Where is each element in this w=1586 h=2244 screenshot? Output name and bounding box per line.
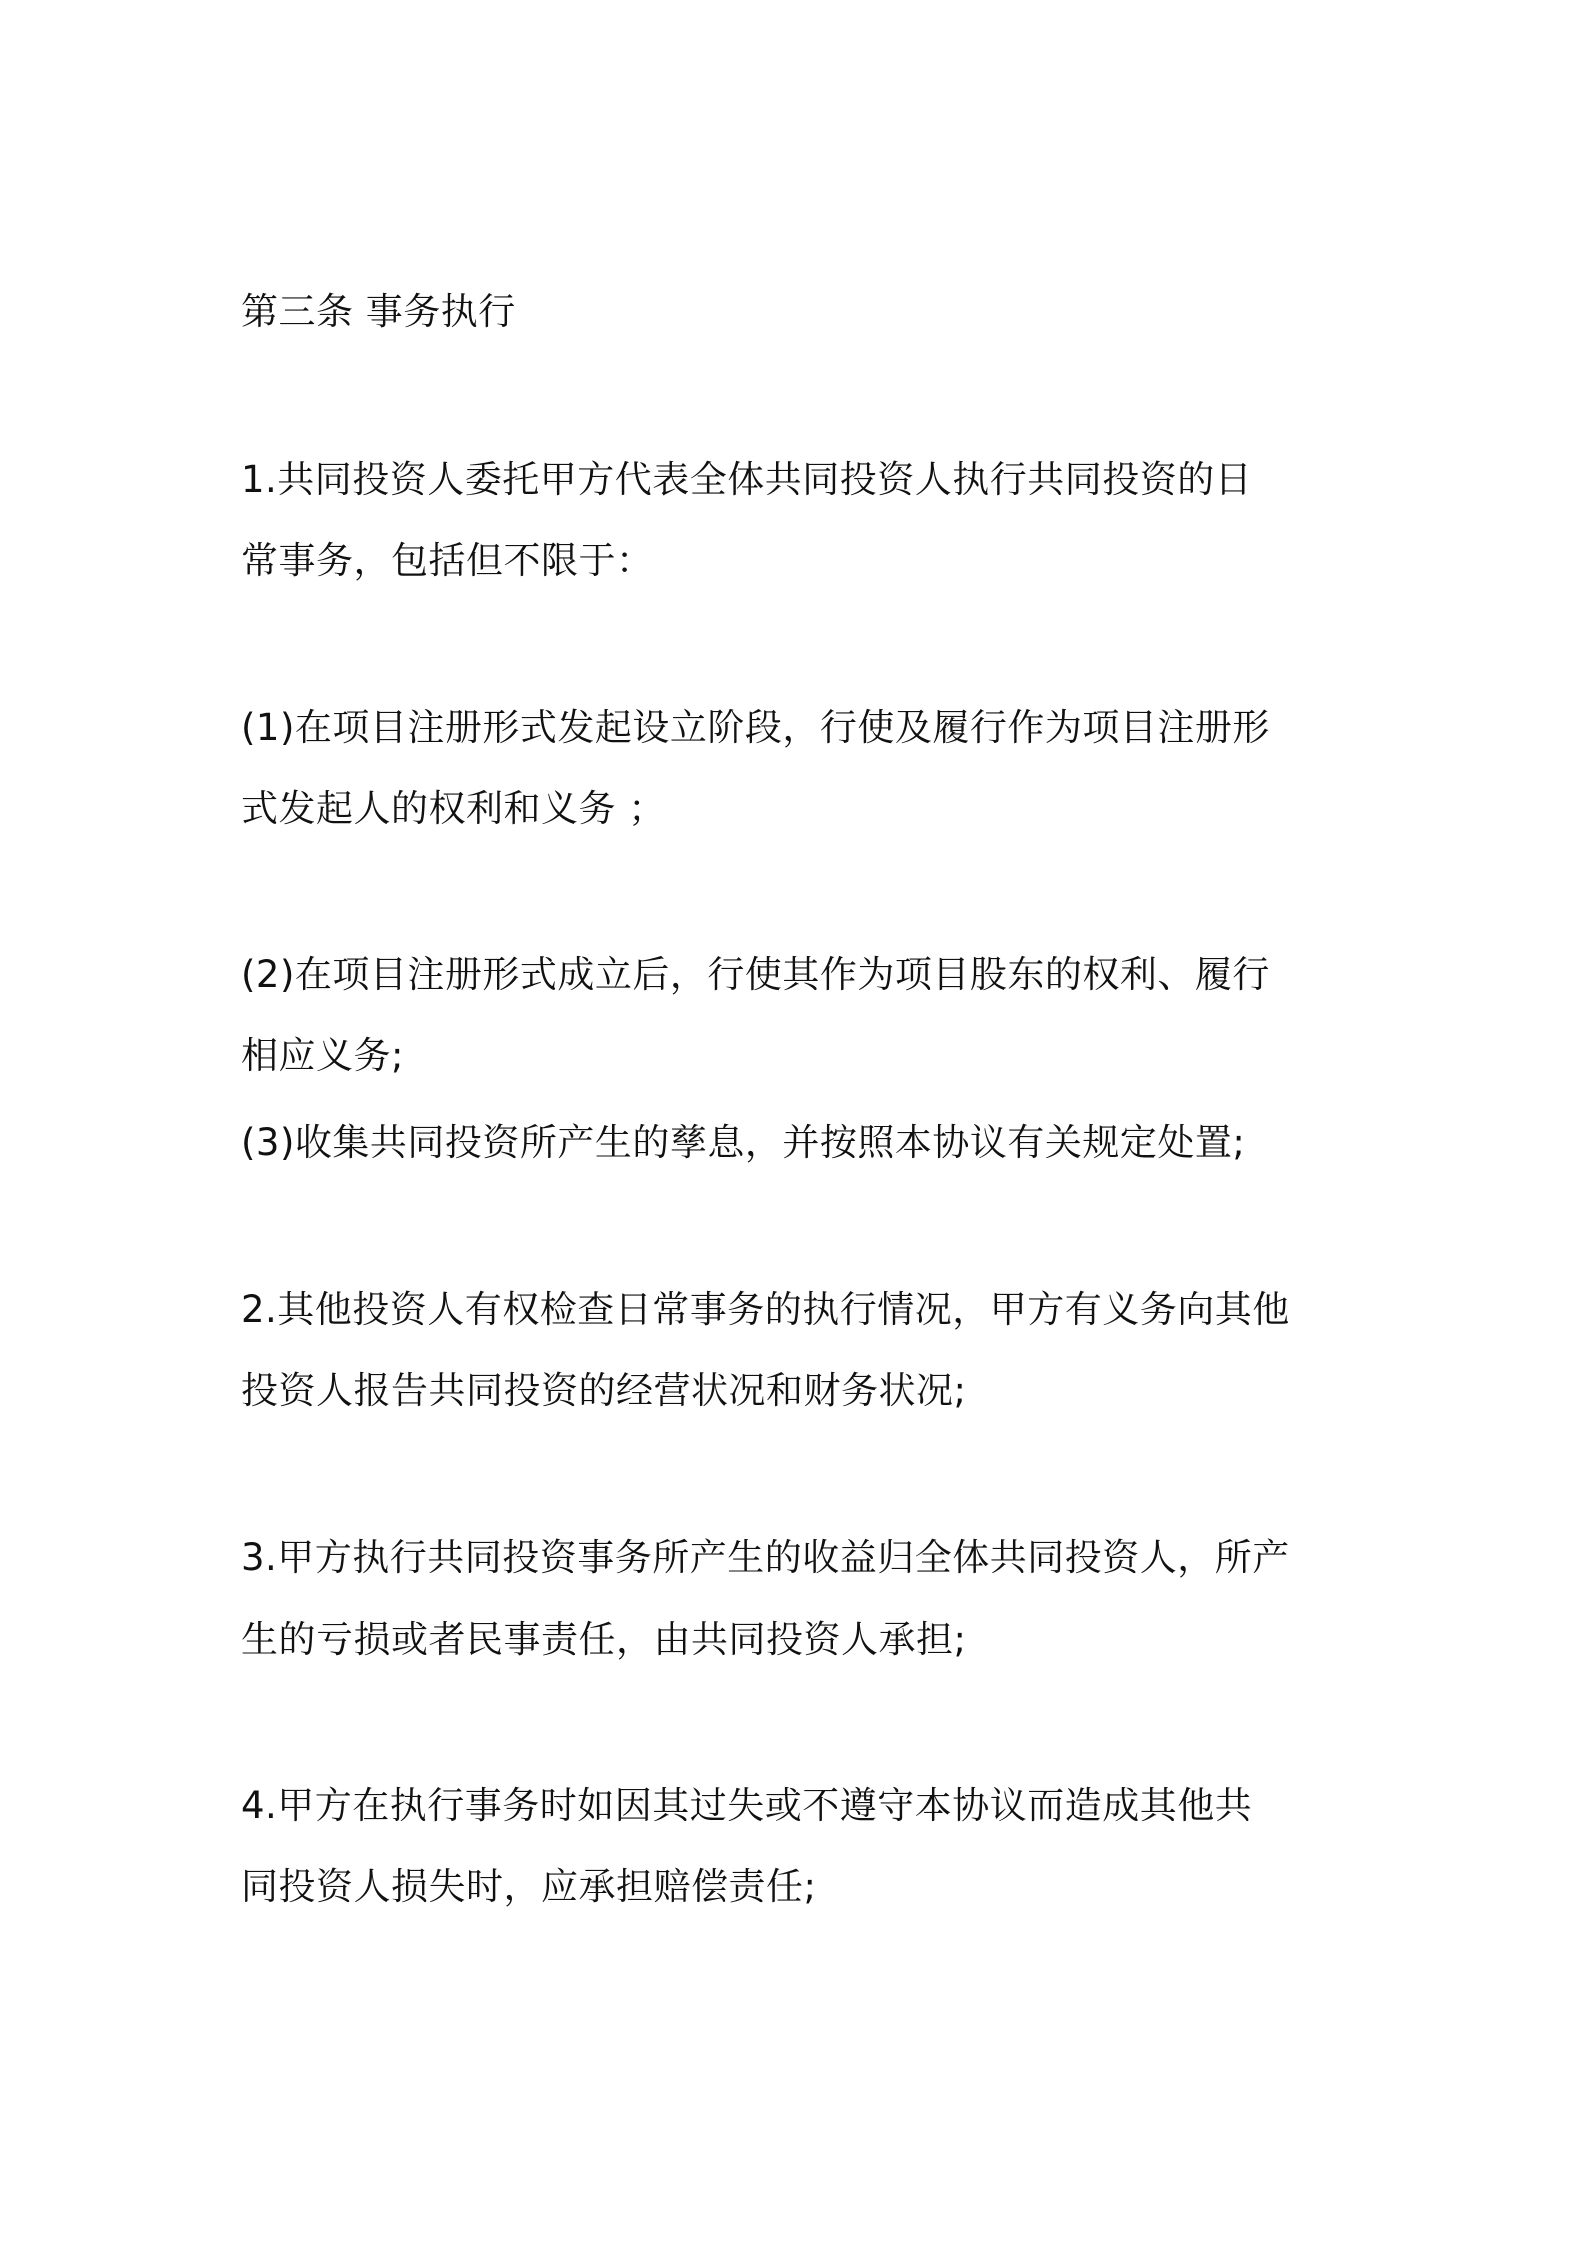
clause-3-line-1: 3.甲方执行共同投资事务所产生的收益归全体共同投资人，所产 xyxy=(241,1536,1290,1579)
item-2-line-1: (2)在项目注册形式成立后，行使其作为项目股东的权利、履行 xyxy=(241,953,1270,996)
item-2-line-2: 相应义务; xyxy=(241,1034,404,1077)
clause-4-line-2: 同投资人损失时，应承担赔偿责任; xyxy=(241,1865,817,1908)
clause-4-line-1: 4.甲方在执行事务时如因其过失或不遵守本协议而造成其他共 xyxy=(241,1784,1253,1827)
clause-2-line-2: 投资人报告共同投资的经营状况和财务状况; xyxy=(241,1369,967,1412)
item-1-line-2: 式发起人的权利和义务 ； xyxy=(241,787,666,830)
clause-2-line-1: 2.其他投资人有权检查日常事务的执行情况，甲方有义务向其他 xyxy=(241,1288,1290,1331)
clause-1-line-1: 1.共同投资人委托甲方代表全体共同投资人执行共同投资的日 xyxy=(241,458,1253,501)
item-3-line-1: (3)收集共同投资所产生的孳息，并按照本协议有关规定处置; xyxy=(241,1121,1246,1164)
clause-3-line-2: 生的亏损或者民事责任，由共同投资人承担; xyxy=(241,1618,967,1661)
clause-1-line-2: 常事务，包括但不限于： xyxy=(241,539,654,582)
item-1-line-1: (1)在项目注册形式发起设立阶段，行使及履行作为项目注册形 xyxy=(241,706,1270,749)
article-heading: 第三条 事务执行 xyxy=(241,290,516,333)
